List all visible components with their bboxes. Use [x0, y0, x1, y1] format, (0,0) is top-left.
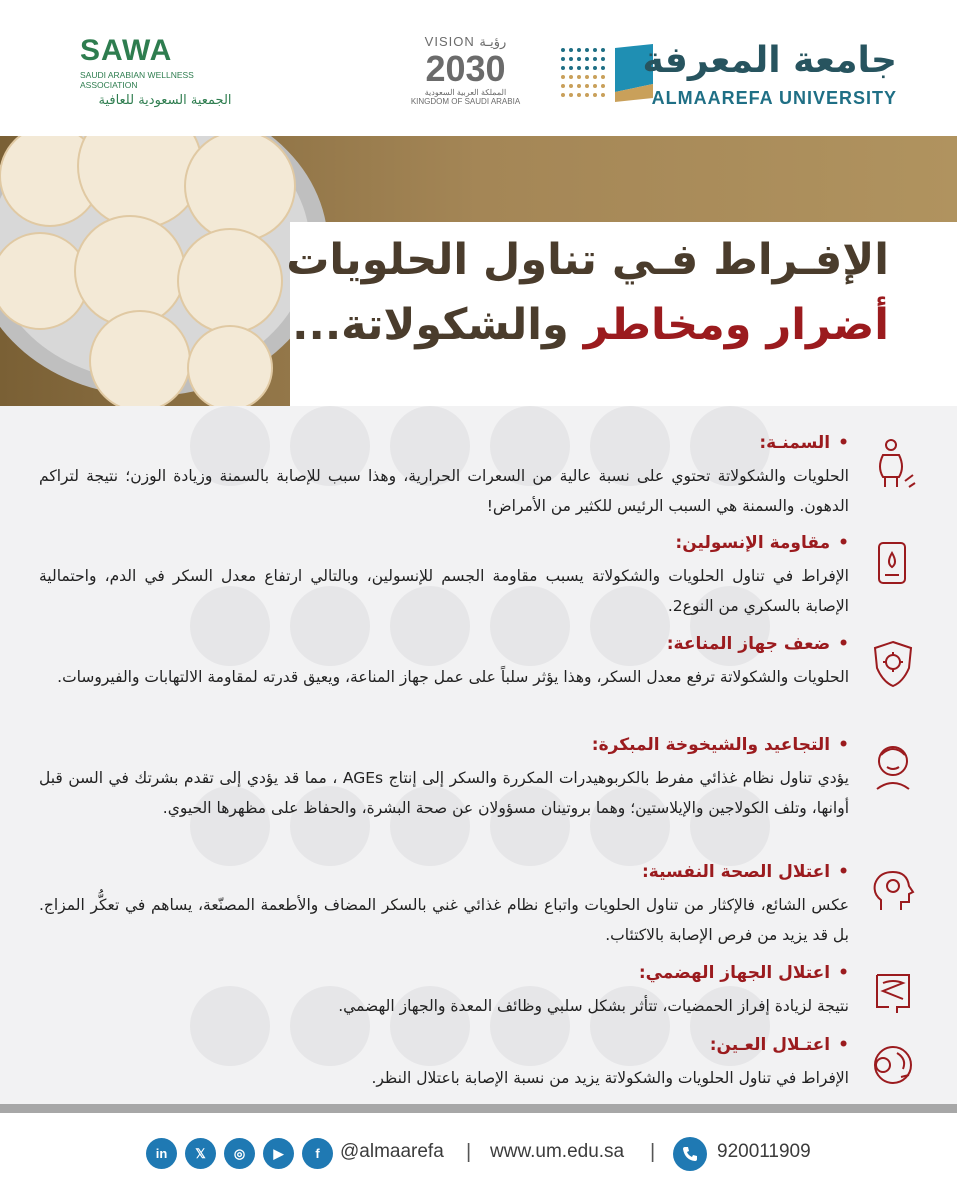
obesity-icon [867, 437, 919, 489]
sawa-name-ar: الجمعية السعودية للعافية [98, 93, 232, 108]
item-title: التجاعيد والشيخوخة المبكرة: [591, 735, 831, 755]
footer-separator: | [650, 1141, 656, 1163]
aging-face-icon [867, 739, 919, 791]
item-title: السمنـة: [759, 433, 831, 453]
glucose-meter-icon [867, 537, 919, 589]
list-item: •ضعف جهاز المناعة: الحلويات والشكولاتة ترفع معدل السكر، وهذا يؤثر سلباً على عمل جهاز المناعة، ويعيق قدرته لمقاومة الالتهابات والفيروسات. [39, 634, 919, 714]
item-body: الإفراط في تناول الحلويات والشكولاتة يزيد من نسبة الإصابة باعتلال النظر. [371, 1069, 849, 1087]
linkedin-icon[interactable]: in [146, 1138, 177, 1169]
footer-divider [0, 1104, 957, 1113]
item-body: عكس الشائع، فالإكثار من تناول الحلويات واتباع نظام غذائي غني بالسكر المضاف والأطعمة المصنّعة، يساهم في تعكُّر المزاج. بل قد يزيد من فرص الإصابة بالاكتئاب. [39, 896, 849, 944]
list-item: •اعتلال الجهاز الهضمي: نتيجة لزيادة إفراز الحمضيات، تتأثر بشكل سلبي وظائف المعدة والجهاز الهضمي. [39, 963, 919, 1023]
vision-year: 2030 [425, 48, 506, 89]
item-title: اعتلال الصحة النفسية: [641, 862, 831, 882]
footer [0, 1113, 957, 1199]
list-item: •مقاومة الإنسولين: الإفراط في تناول الحلويات والشكولاتة يسبب مقاومة الجسم للإنسولين، وبالتالي ارتفاع معدل السكر في الدم، واحتمالية الإصابة بالسكري من النوع2. [39, 533, 919, 613]
list-item: •السمنـة: الحلويات والشكولاتة تحتوي على نسبة عالية من السعرات الحرارية، وهذا سبب للإصابة بالسمنة وزيادة الوزن؛ نتيجة لتراكم الدهون. والسمنة هي السبب الرئيس للكثير من الأمراض! [39, 433, 919, 513]
phone-icon[interactable] [673, 1137, 707, 1171]
digestive-system-icon [867, 967, 919, 1019]
sawa-name-en: SAUDI ARABIAN WELLNESS ASSOCIATION [80, 70, 194, 90]
list-item: •اعتـلال العـين: الإفراط في تناول الحلويات والشكولاتة يزيد من نسبة الإصابة باعتلال النظر. [39, 1035, 919, 1095]
title-accent: أضرار ومخاطر [583, 300, 889, 350]
sawa-logo [80, 34, 250, 109]
facebook-icon[interactable]: f [302, 1138, 333, 1169]
title-main: والشكولاتة... [292, 300, 569, 350]
item-title: ضعف جهاز المناعة: [666, 634, 831, 654]
social-handle-link[interactable]: @almaarefa [340, 1141, 444, 1162]
page-title-line1: الإفـراط فـي تناول الحلويات [286, 235, 889, 285]
sawa-name: SAWA [80, 34, 173, 67]
footer-separator: | [466, 1141, 472, 1163]
website-link[interactable]: www.um.edu.sa [490, 1141, 625, 1162]
vision-sub-ar: المملكة العربية السعودية [424, 88, 507, 97]
vision-2030-logo [408, 34, 523, 118]
university-logo [557, 36, 897, 112]
item-title: مقاومة الإنسولين: [675, 533, 831, 553]
university-name-en: ALMAAREFA UNIVERSITY [651, 88, 897, 108]
item-body: الإفراط في تناول الحلويات والشكولاتة يسبب مقاومة الجسم للإنسولين، وبالتالي ارتفاع معدل السكر في الدم، واحتمالية الإصابة بالسكري من النوع2. [39, 567, 849, 615]
list-item: •التجاعيد والشيخوخة المبكرة: يؤدي تناول نظام غذائي مفرط بالكربوهيدرات المكررة والسكر إلى إنتاج AGEs ، مما قد يؤدي إلى تقدم بشرتك في السن قبل أوانها، وتلف الكولاجين والإيلاستين؛ وهما بروتينان مسؤولان عن صحة البشرة، والحفاظ على مظهرها الحيوي. [39, 735, 919, 845]
vision-label: VISION رؤيـة [424, 34, 507, 49]
immune-shield-icon [867, 638, 919, 690]
vision-sub-en: KINGDOM OF SAUDI ARABIA [410, 97, 521, 106]
item-body: الحلويات والشكولاتة تحتوي على نسبة عالية من السعرات الحرارية، وهذا سبب للإصابة بالسمنة وزيادة الوزن؛ نتيجة لتراكم الدهون. والسمنة هي السبب الرئيس للكثير من الأمراض! [39, 467, 849, 515]
youtube-icon[interactable]: ▶ [263, 1138, 294, 1169]
university-name-ar: جامعة المعرفة [642, 40, 897, 81]
item-body: يؤدي تناول نظام غذائي مفرط بالكربوهيدرات المكررة والسكر إلى إنتاج AGEs ، مما قد يؤدي إلى تقدم بشرتك في السن قبل أوانها، وتلف الكولاجين والإيلاستين؛ وهما بروتينان مسؤولان عن صحة البشرة، والحفاظ على مظهرها الحيوي. [39, 769, 849, 817]
social-links [146, 1138, 333, 1170]
page-title-line2 [292, 300, 889, 350]
item-title: اعتـلال العـين: [709, 1035, 831, 1055]
x-twitter-icon[interactable]: 𝕏 [185, 1138, 216, 1169]
header [0, 0, 957, 136]
list-item: •اعتلال الصحة النفسية: عكس الشائع، فالإكثار من تناول الحلويات واتباع نظام غذائي غني بالسكر المضاف والأطعمة المصنّعة، يساهم في تعكُّر المزاج. بل قد يزيد من فرص الإصابة بالاكتئاب. [39, 862, 919, 942]
mental-health-icon [867, 866, 919, 918]
instagram-icon[interactable]: ◎ [224, 1138, 255, 1169]
item-body: نتيجة لزيادة إفراز الحمضيات، تتأثر بشكل سلبي وظائف المعدة والجهاز الهضمي. [338, 997, 849, 1015]
item-title: اعتلال الجهاز الهضمي: [638, 963, 831, 983]
phone-number-link[interactable]: 920011909 [717, 1141, 811, 1162]
eye-icon [867, 1039, 919, 1091]
item-body: الحلويات والشكولاتة ترفع معدل السكر، وهذا يؤثر سلباً على عمل جهاز المناعة، ويعيق قدرته لمقاومة الالتهابات والفيروسات. [57, 668, 849, 686]
